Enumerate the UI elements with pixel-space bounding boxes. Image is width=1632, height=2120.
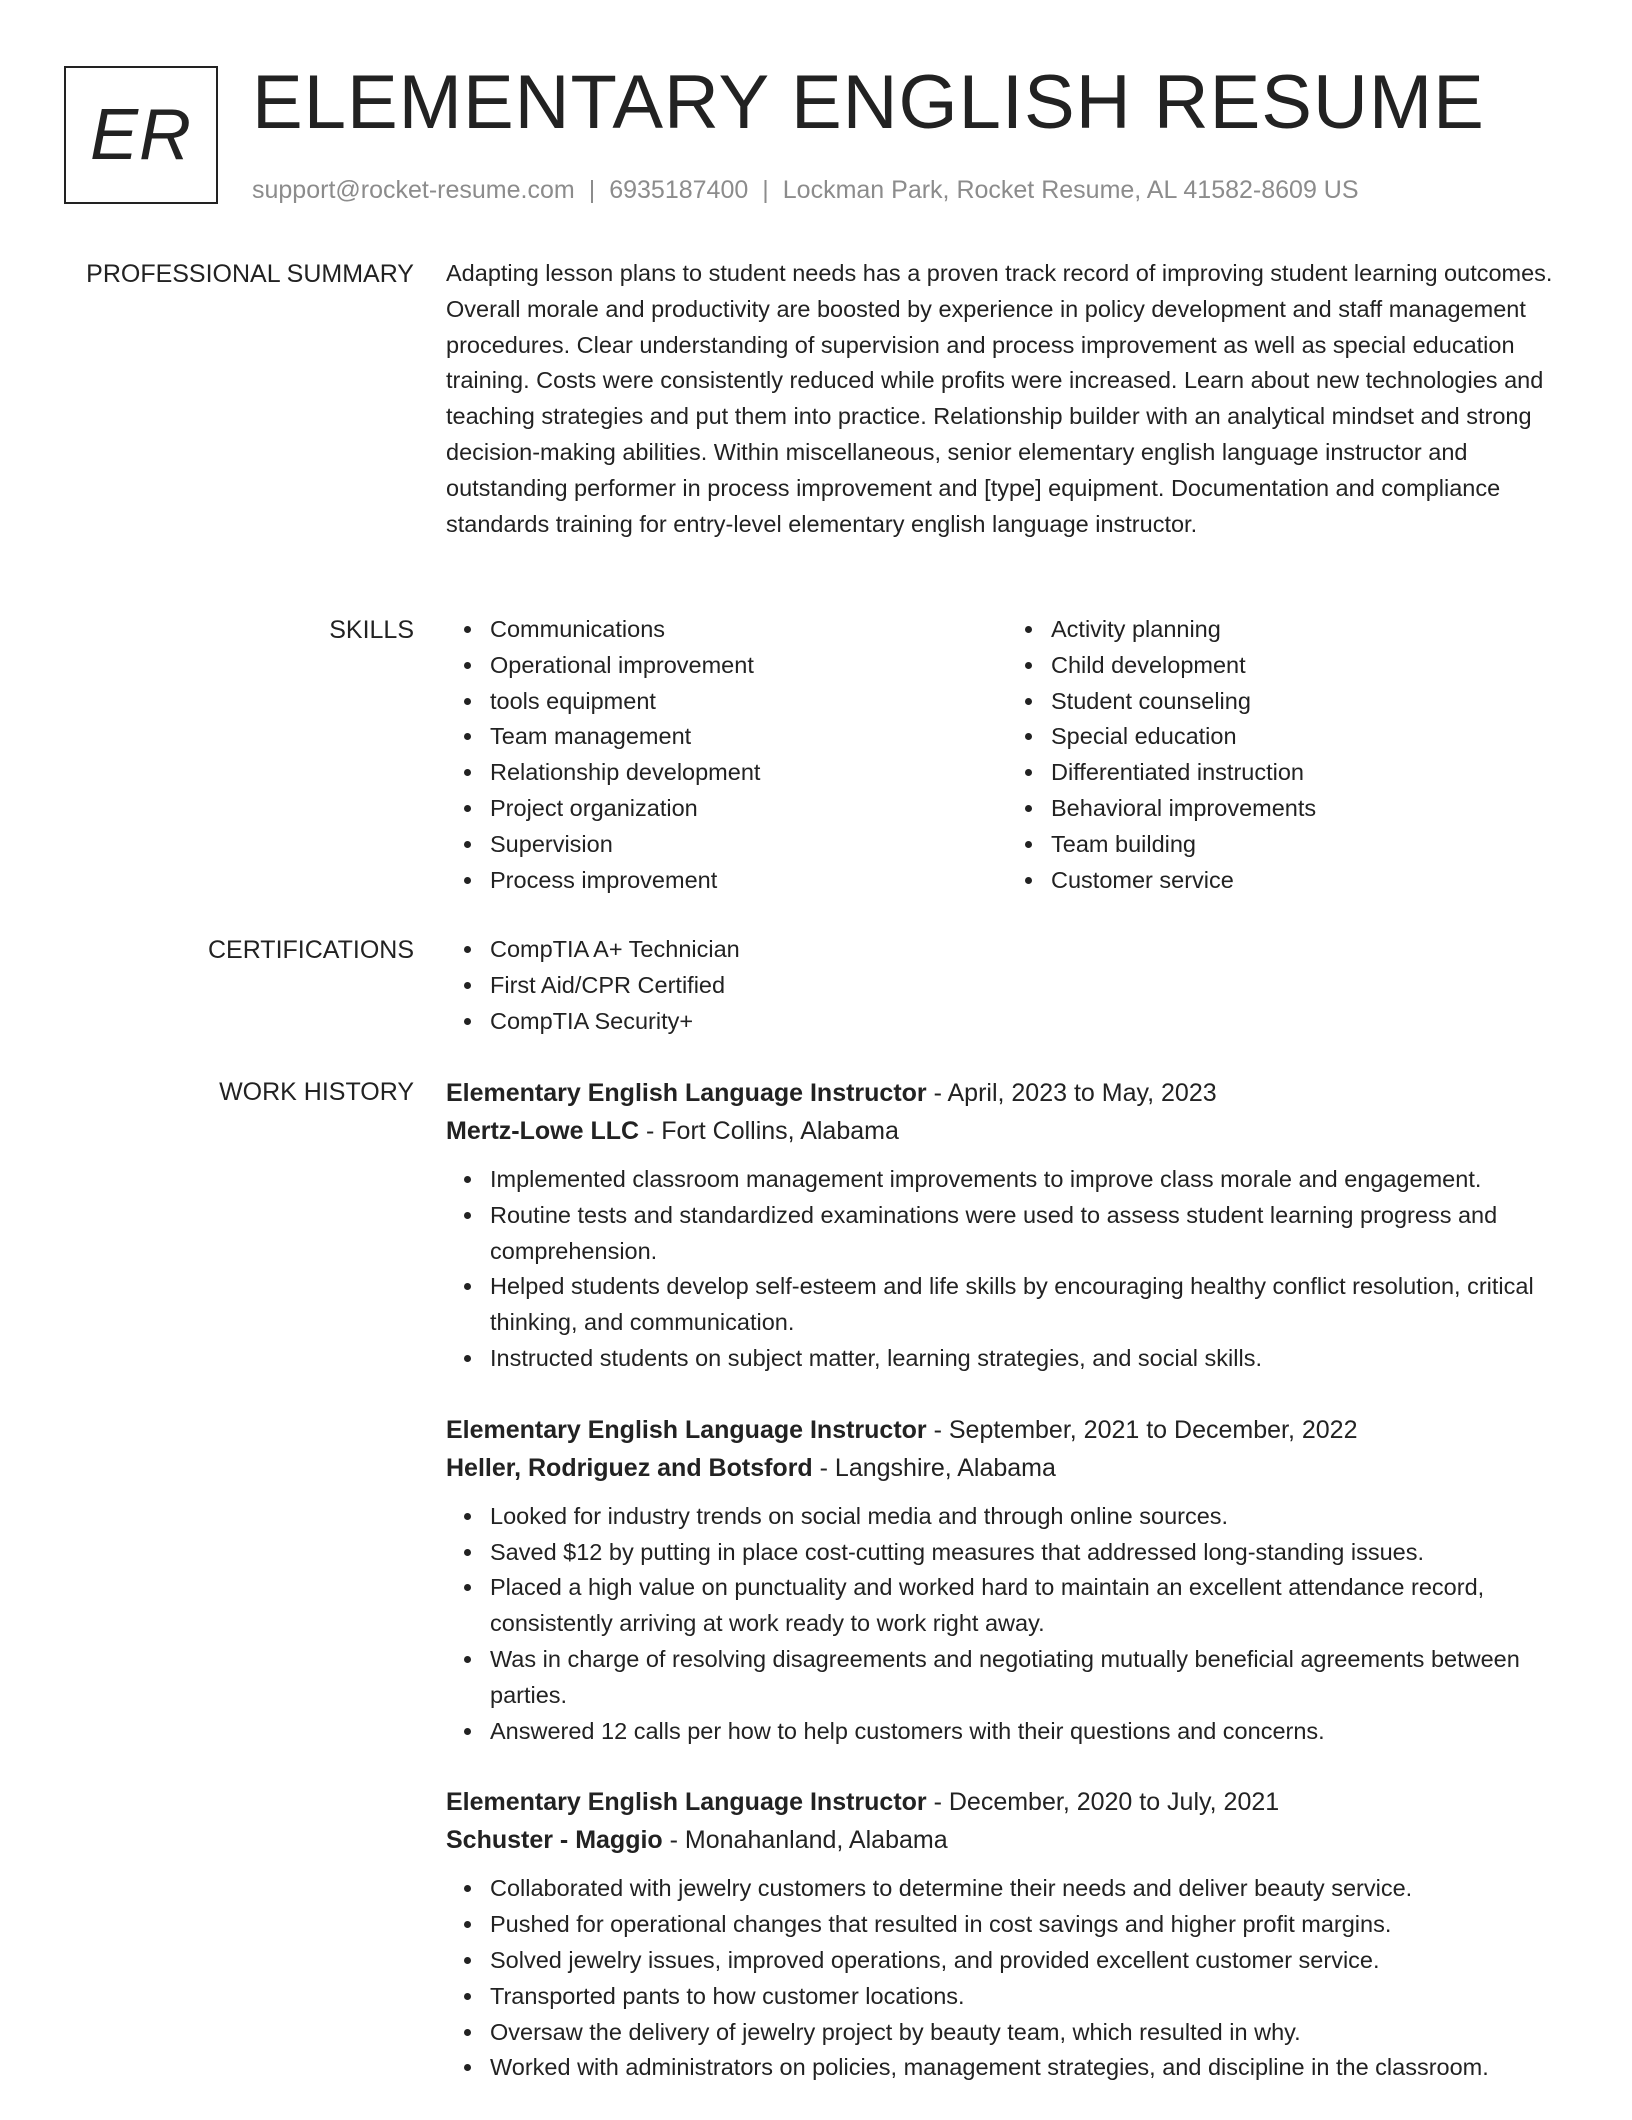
contact-separator: | [762,176,769,204]
job-title: Elementary English Language Instructor [446,1788,927,1817]
job-dates: - December, 2020 to July, 2021 [926,1788,1280,1817]
job-bullets [446,1871,1568,2086]
skills-list-right [1007,612,1568,898]
job-bullet: Pushed for operational changes that resulted in cost savings and higher profit margins. [490,1907,1568,1943]
job-bullet: Implemented classroom management improvements to improve class morale and engagement. [490,1162,1568,1198]
skill-item: Process improvement [490,863,1007,899]
job-bullet: Helped students develop self-esteem and life skills by encouraging healthy conflict resolution, critical thinking, and communication. [490,1269,1568,1341]
certifications-heading: CERTIFICATIONS [207,936,414,964]
job-location: - Fort Collins, Alabama [639,1117,899,1145]
job-title: Elementary English Language Instructor [446,1415,927,1444]
job-location: - Monahanland, Alabama [662,1826,948,1855]
job-entry [446,1411,1568,1750]
work-history-heading: WORK HISTORY [219,1078,414,1106]
summary-heading: PROFESSIONAL SUMMARY [86,260,414,288]
job-company-line [446,1112,1568,1150]
skill-item: Special education [1051,719,1568,755]
skills-heading: SKILLS [329,616,414,644]
certifications-list [446,932,1568,1039]
summary-text: Adapting lesson plans to student needs has a proven track record of improving student learning outcomes. Overall morale and productivity are boosted by experience in policy development and staff management procedures. Clear understanding of supervision and process improvement as well as special education training. Costs were consistently reduced while profits were increased. Learn about new technologies and teaching strategies and put them into practice. Relationship builder with an analytical mindset and strong decision-making abilities. Within miscellaneous, senior elementary english language instructor and outstanding performer in process improvement and [type] equipment. Documentation and compliance standards training for entry-level elementary english language instructor. [446,260,1553,537]
skill-item: Communications [490,612,1007,648]
job-bullet: Transported pants to how customer locations. [490,1979,1568,2015]
summary-body [446,256,1568,542]
skill-item: Child development [1051,648,1568,684]
job-location: - Langshire, Alabama [812,1453,1056,1482]
skills-body [446,612,1568,898]
job-bullets [446,1499,1568,1750]
job-company-line [446,1821,1568,1859]
work-history-body [446,1074,1568,2120]
contact-line [252,172,1359,208]
job-bullet: Looked for industry trends on social media and through online sources. [490,1499,1568,1535]
job-bullet: Answered 12 calls per how to help customers with their questions and concerns. [490,1714,1568,1750]
job-dates: - April, 2023 to May, 2023 [926,1079,1217,1107]
skill-item: Activity planning [1051,612,1568,648]
skills-list-left [446,612,1007,898]
skill-item: Relationship development [490,755,1007,791]
job-title-line [446,1411,1568,1449]
job-bullet: Oversaw the delivery of jewelry project by beauty team, which resulted in why. [490,2015,1568,2051]
skill-item: Differentiated instruction [1051,755,1568,791]
skill-item: Team building [1051,827,1568,863]
skill-item: Behavioral improvements [1051,791,1568,827]
certification-item: First Aid/CPR Certified [490,968,1568,1004]
job-company: Schuster - Maggio [446,1826,663,1855]
skill-item: Project organization [490,791,1007,827]
job-entry [446,1074,1568,1377]
job-title-line [446,1783,1568,1821]
job-bullets [446,1162,1568,1377]
skill-item: Customer service [1051,863,1568,899]
skill-item: Team management [490,719,1007,755]
job-company-line [446,1449,1568,1487]
certifications-body [446,932,1568,1039]
skill-item: Student counseling [1051,684,1568,720]
contact-phone[interactable]: 6935187400 [609,176,749,204]
job-bullet: Instructed students on subject matter, learning strategies, and social skills. [490,1341,1568,1377]
job-bullet: Placed a high value on punctuality and worked hard to maintain an excellent attendance record, consistently arriving at work ready to work right away. [490,1570,1568,1642]
job-company: Heller, Rodriguez and Botsford [446,1453,813,1482]
resume-title: ELEMENTARY ENGLISH RESUME [252,60,1485,145]
job-title: Elementary English Language Instructor [446,1079,927,1107]
job-bullet: Worked with administrators on policies, management strategies, and discipline in the classroom. [490,2050,1568,2086]
job-bullet: Was in charge of resolving disagreements and negotiating mutually beneficial agreements between parties. [490,1642,1568,1714]
monogram-initials: ER [89,95,193,175]
job-title-line [446,1074,1568,1112]
certification-item: CompTIA A+ Technician [490,932,1568,968]
job-bullet: Solved jewelry issues, improved operations, and provided excellent customer service. [490,1943,1568,1979]
certification-item: CompTIA Security+ [490,1004,1568,1040]
skill-item: Supervision [490,827,1007,863]
skill-item: Operational improvement [490,648,1007,684]
job-entry [446,1783,1568,2086]
job-bullet: Collaborated with jewelry customers to determine their needs and deliver beauty service. [490,1871,1568,1907]
contact-email[interactable]: support@rocket-resume.com [252,176,575,204]
job-company: Mertz-Lowe LLC [446,1117,640,1145]
job-bullet: Routine tests and standardized examinations were used to assess student learning progress and comprehension. [490,1198,1568,1270]
job-bullet: Saved $12 by putting in place cost-cutting measures that addressed long-standing issues. [490,1535,1568,1571]
skill-item: tools equipment [490,684,1007,720]
monogram-box [64,66,218,204]
contact-separator: | [588,176,596,204]
contact-address: Lockman Park, Rocket Resume, AL 41582-8609 US [782,176,1359,204]
job-dates: - September, 2021 to December, 2022 [926,1415,1358,1444]
